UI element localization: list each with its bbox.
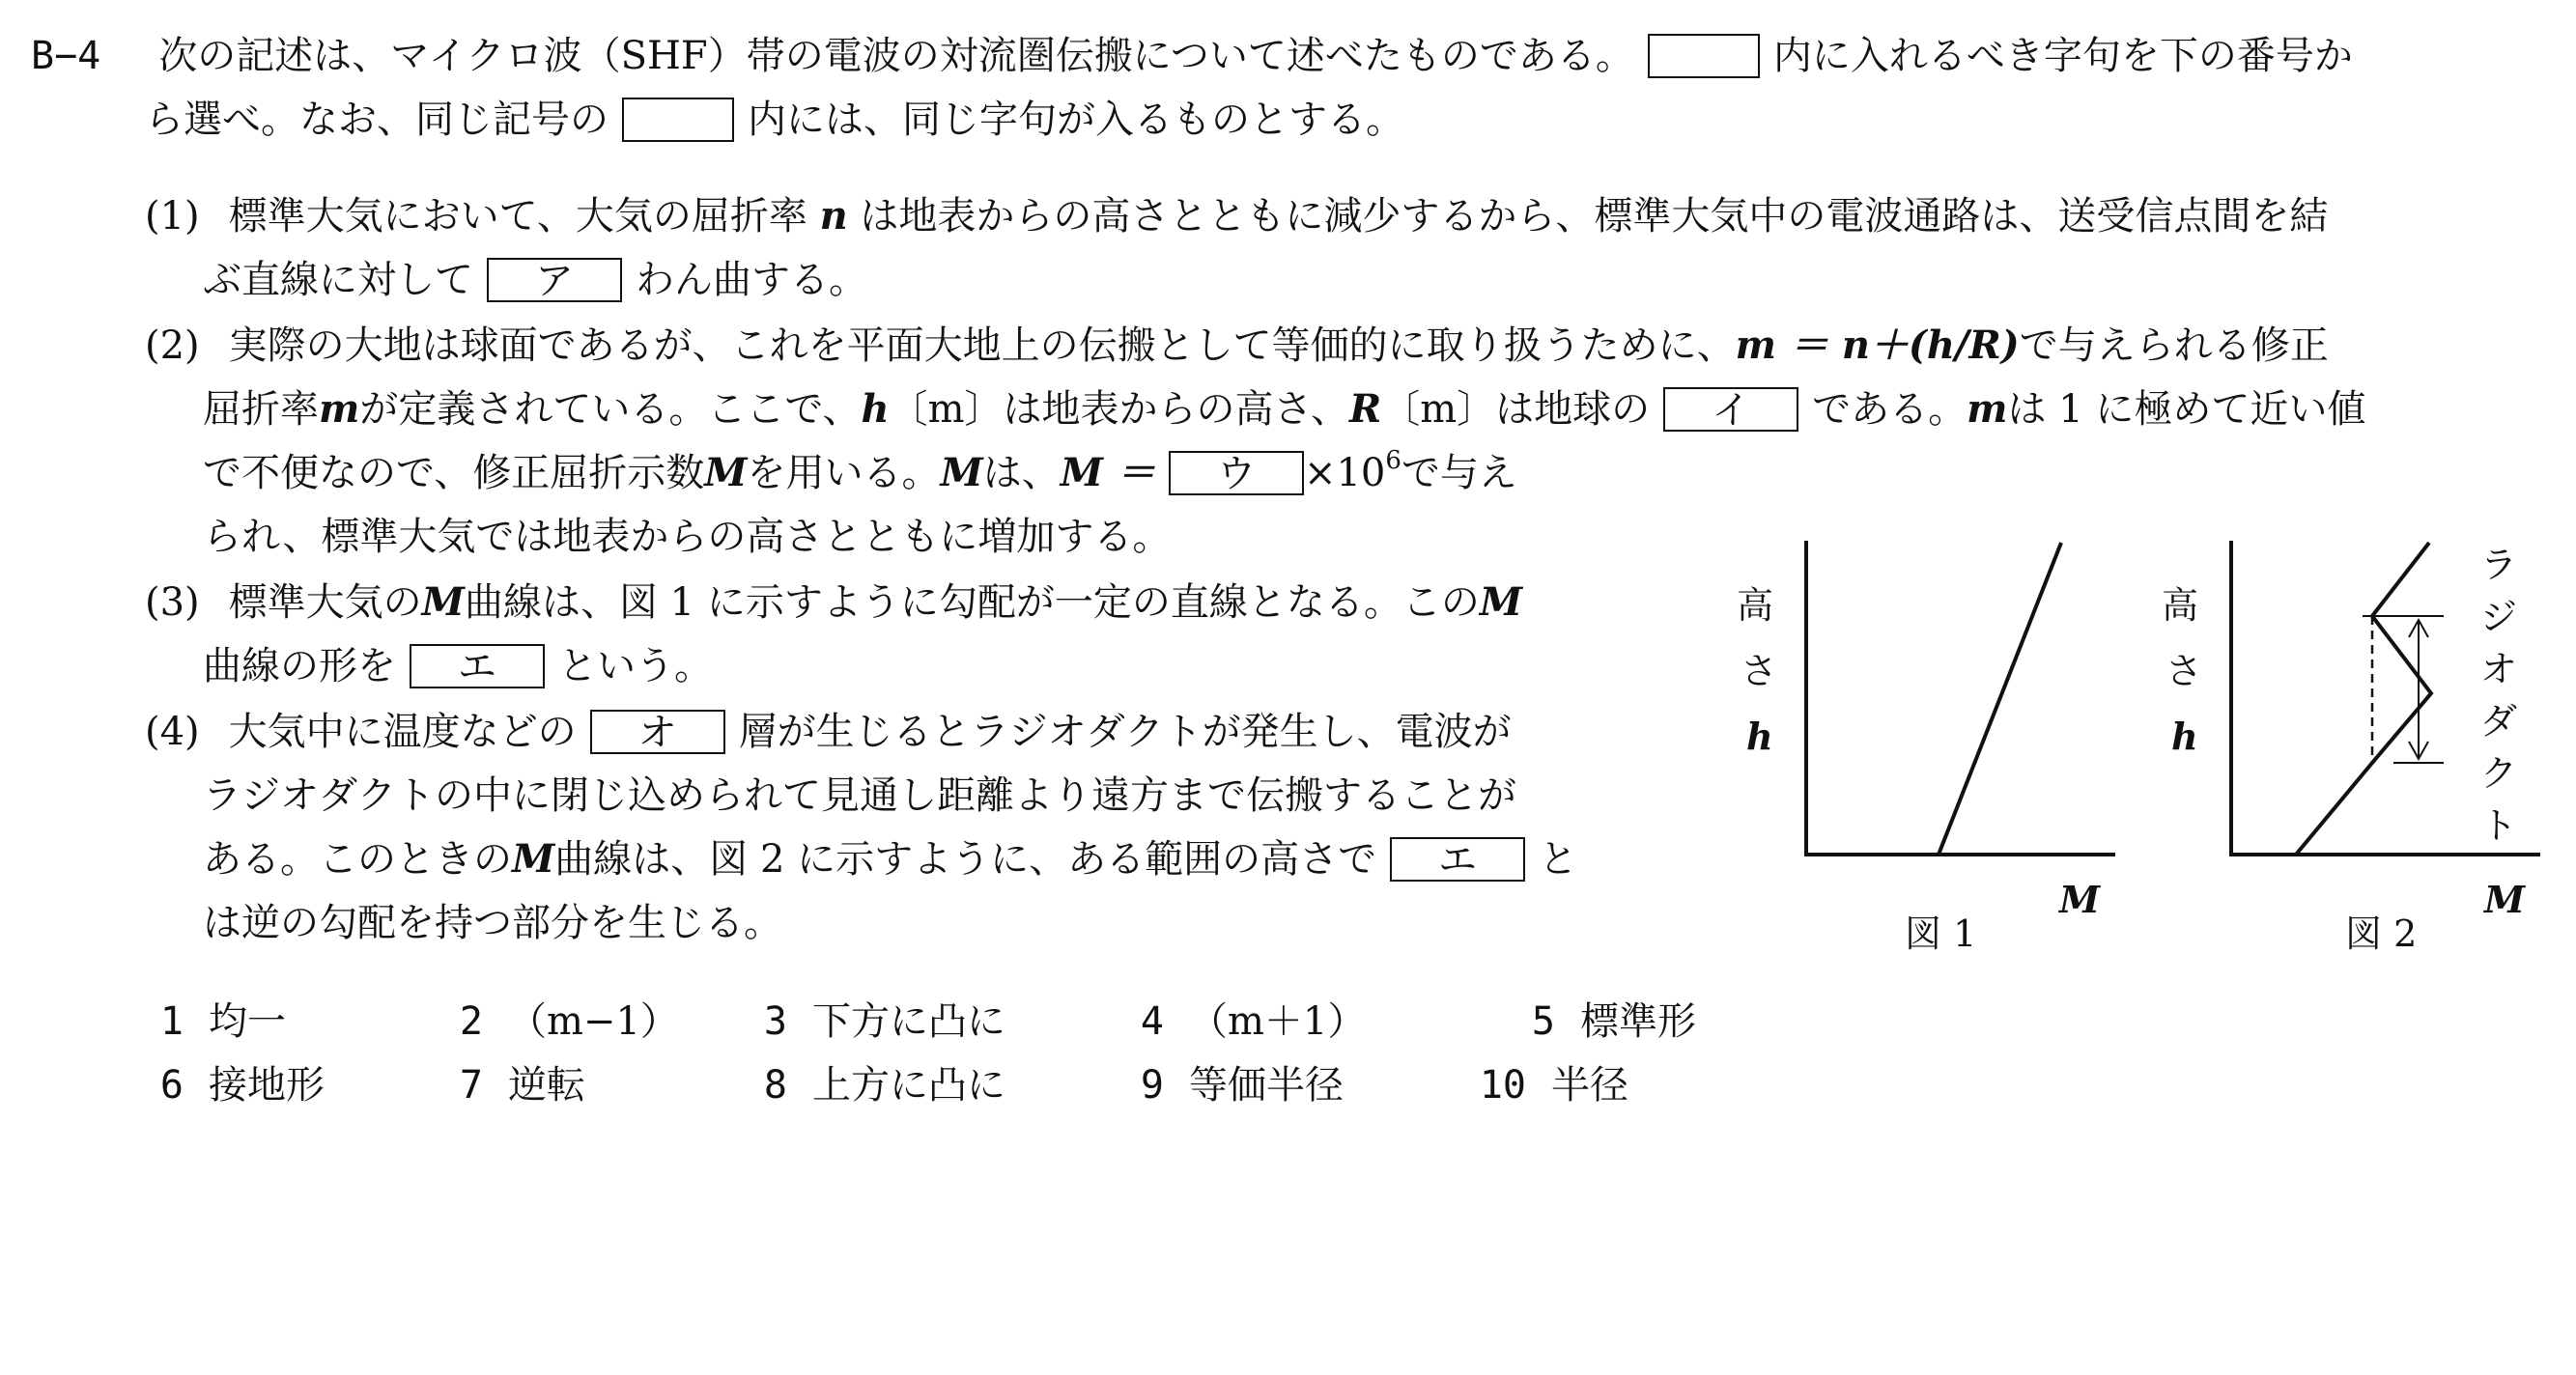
choice-number: 8 bbox=[763, 1063, 787, 1108]
item-text: は 1 に極めて近い値 bbox=[2007, 387, 2366, 432]
choice-text: （m＋1） bbox=[1189, 999, 1367, 1044]
blank-a: ア bbox=[487, 258, 622, 302]
item-text: 屈折率 bbox=[203, 387, 319, 432]
blank-u: ウ bbox=[1169, 451, 1304, 495]
duct-label-char: ク bbox=[2480, 752, 2518, 795]
item-number: (4) bbox=[145, 710, 200, 754]
item-text: 層が生じるとラジオダクトが発生し、電波が bbox=[738, 710, 1512, 754]
question-line-1 bbox=[31, 29, 2353, 83]
choice-text: （m−1） bbox=[508, 999, 679, 1044]
choice-text: 上方に凸に bbox=[812, 1063, 1005, 1108]
choice-5 bbox=[1516, 995, 1696, 1049]
item-text: 〔m〕は地球の bbox=[1381, 387, 1651, 432]
choice-8 bbox=[749, 1058, 1005, 1112]
choice-10 bbox=[1468, 1058, 1628, 1112]
item-text: で与え bbox=[1401, 451, 1517, 495]
variable-m: m bbox=[319, 386, 360, 432]
item-3-line-1 bbox=[145, 575, 1522, 630]
variable-n: n bbox=[819, 193, 848, 239]
item-2-line-2 bbox=[203, 382, 2365, 436]
choice-number: 2 bbox=[459, 999, 483, 1044]
choice-text: 均一 bbox=[209, 999, 286, 1044]
choice-text: 標準形 bbox=[1580, 999, 1696, 1044]
item-text: という。 bbox=[558, 644, 713, 688]
choice-number: 7 bbox=[459, 1063, 483, 1108]
blank-box bbox=[622, 98, 734, 142]
item-text: である。 bbox=[1812, 387, 1967, 432]
exponent: 6 bbox=[1385, 445, 1401, 475]
blank-box bbox=[1648, 34, 1760, 78]
formula-M: M ＝ bbox=[1060, 450, 1155, 495]
blank-o: オ bbox=[590, 710, 725, 754]
item-4-line-4 bbox=[203, 896, 782, 950]
choice-2 bbox=[444, 995, 679, 1049]
figure-2-m-curve bbox=[2296, 543, 2431, 855]
item-text: ラジオダクトの中に閉じ込められて見通し距離より遠方まで伝搬することが bbox=[203, 773, 1516, 818]
item-2-line-1 bbox=[145, 319, 2329, 373]
choice-6 bbox=[145, 1058, 325, 1112]
choice-7 bbox=[444, 1058, 585, 1112]
variable-m: m bbox=[1967, 386, 2008, 432]
choice-4 bbox=[1125, 995, 1366, 1049]
item-text: 〔m〕は地表からの高さ、 bbox=[889, 387, 1349, 432]
figure-2-ylabel-2: さ bbox=[2166, 650, 2203, 692]
choice-number: 4 bbox=[1140, 999, 1164, 1044]
duct-label-char: ラ bbox=[2480, 544, 2518, 586]
choice-number: 3 bbox=[763, 999, 787, 1044]
question-line-2 bbox=[145, 93, 1404, 147]
formula-m: m ＝ n＋(h/R) bbox=[1735, 323, 2020, 368]
item-text: ある。このときの bbox=[203, 837, 512, 882]
variable-M: M bbox=[512, 836, 555, 882]
item-2-line-3 bbox=[203, 446, 1517, 500]
choice-text: 接地形 bbox=[209, 1063, 325, 1108]
item-4-line-3 bbox=[203, 832, 1577, 886]
item-text: 曲線は、図 1 に示すように勾配が一定の直線となる。この bbox=[464, 580, 1480, 625]
item-text: られ、標準大気では地表からの高さとともに増加する。 bbox=[203, 515, 1172, 559]
item-text: ぶ直線に対して bbox=[203, 258, 473, 302]
figure-2-duct-label bbox=[2480, 544, 2517, 847]
choice-9 bbox=[1125, 1058, 1344, 1112]
item-text: で与えられる修正 bbox=[2019, 323, 2329, 368]
figure-1-m-curve bbox=[1939, 543, 2061, 855]
variable-M: M bbox=[940, 450, 983, 495]
variable-r: R bbox=[1348, 386, 1382, 432]
figure-1-ylabel-1: 高 bbox=[1737, 584, 1774, 627]
duct-label-char: オ bbox=[2480, 648, 2518, 690]
variable-M: M bbox=[421, 579, 465, 625]
question-intro-a: 次の記述は、マイクロ波（SHF）帯の電波の対流圏伝搬について述べたものである。 bbox=[158, 34, 1634, 78]
variable-M: M bbox=[1479, 579, 1523, 625]
item-text: 標準大気の bbox=[228, 580, 422, 625]
item-1-line-2 bbox=[203, 253, 867, 307]
choice-number: 9 bbox=[1140, 1063, 1164, 1108]
item-text: 曲線は、図 2 に示すように、ある範囲の高さで bbox=[554, 837, 1377, 882]
item-2-line-4 bbox=[203, 510, 1171, 564]
item-text: は、 bbox=[982, 451, 1061, 495]
item-text: 標準大気において、大気の屈折率 bbox=[228, 194, 807, 239]
variable-M: M bbox=[704, 450, 748, 495]
choice-text: 半径 bbox=[1551, 1063, 1628, 1108]
choice-number: 10 bbox=[1479, 1063, 1526, 1108]
blank-e: エ bbox=[1390, 837, 1525, 882]
item-number: (3) bbox=[145, 580, 200, 625]
variable-h: h bbox=[861, 386, 890, 432]
item-text: は逆の勾配を持つ部分を生じる。 bbox=[203, 901, 782, 945]
question-intro-b: 内に入れるべき字句を下の番号か bbox=[1772, 34, 2353, 78]
question-intro-c: ら選べ。なお、同じ記号の bbox=[145, 98, 609, 142]
item-number: (1) bbox=[145, 194, 200, 239]
choice-number: 1 bbox=[159, 999, 184, 1044]
figure-2-ylabel-3: h bbox=[2171, 715, 2198, 758]
blank-i: イ bbox=[1663, 387, 1798, 432]
figure-1-ylabel-2: さ bbox=[1741, 650, 1778, 692]
duct-label-char: ダ bbox=[2480, 700, 2518, 743]
figure-2-caption: 図 2 bbox=[2345, 912, 2418, 955]
choice-number: 5 bbox=[1531, 999, 1555, 1044]
figure-2-ylabel-1: 高 bbox=[2162, 584, 2199, 627]
item-text: ×10 bbox=[1303, 451, 1386, 495]
question-intro-d: 内には、同じ字句が入るものとする。 bbox=[748, 98, 1404, 142]
item-text: を用いる。 bbox=[747, 451, 941, 495]
figure-1-axes bbox=[1806, 541, 2115, 855]
choice-text: 等価半径 bbox=[1189, 1063, 1344, 1108]
item-text: 実際の大地は球面であるが、これを平面大地上の伝搬として等価的に取り扱うために、 bbox=[228, 323, 1736, 368]
item-4-line-2 bbox=[203, 769, 1516, 823]
item-text: で不便なので、修正屈折示数 bbox=[203, 451, 705, 495]
question-number: B−4 bbox=[31, 34, 101, 78]
choice-1 bbox=[145, 995, 286, 1049]
item-4-line-1 bbox=[145, 705, 1512, 759]
figure-2 bbox=[2154, 531, 2560, 966]
figure-1-xlabel: M bbox=[2059, 878, 2101, 921]
choice-text: 下方に凸に bbox=[812, 999, 1005, 1044]
item-text: わん曲する。 bbox=[636, 258, 867, 302]
duct-label-char: ジ bbox=[2480, 596, 2518, 638]
item-3-line-2 bbox=[203, 639, 713, 693]
item-number: (2) bbox=[145, 323, 200, 368]
figure-1-ylabel-3: h bbox=[1746, 715, 1773, 758]
figure-2-xlabel: M bbox=[2484, 878, 2526, 921]
item-1-line-1 bbox=[145, 189, 2328, 243]
duct-label-char: ト bbox=[2480, 804, 2518, 847]
choice-number: 6 bbox=[159, 1063, 184, 1108]
figure-1 bbox=[1729, 531, 2135, 966]
item-text: と bbox=[1539, 837, 1578, 882]
choice-3 bbox=[749, 995, 1005, 1049]
figure-1-caption: 図 1 bbox=[1905, 912, 1977, 955]
item-text: 曲線の形を bbox=[203, 644, 396, 688]
item-text: は地表からの高さとともに減少するから、標準大気中の電波通路は、送受信点間を結 bbox=[860, 194, 2329, 239]
blank-e: エ bbox=[410, 644, 545, 688]
item-text: が定義されている。ここで、 bbox=[359, 387, 862, 432]
choice-text: 逆転 bbox=[508, 1063, 585, 1108]
item-text: 大気中に温度などの bbox=[228, 710, 577, 754]
